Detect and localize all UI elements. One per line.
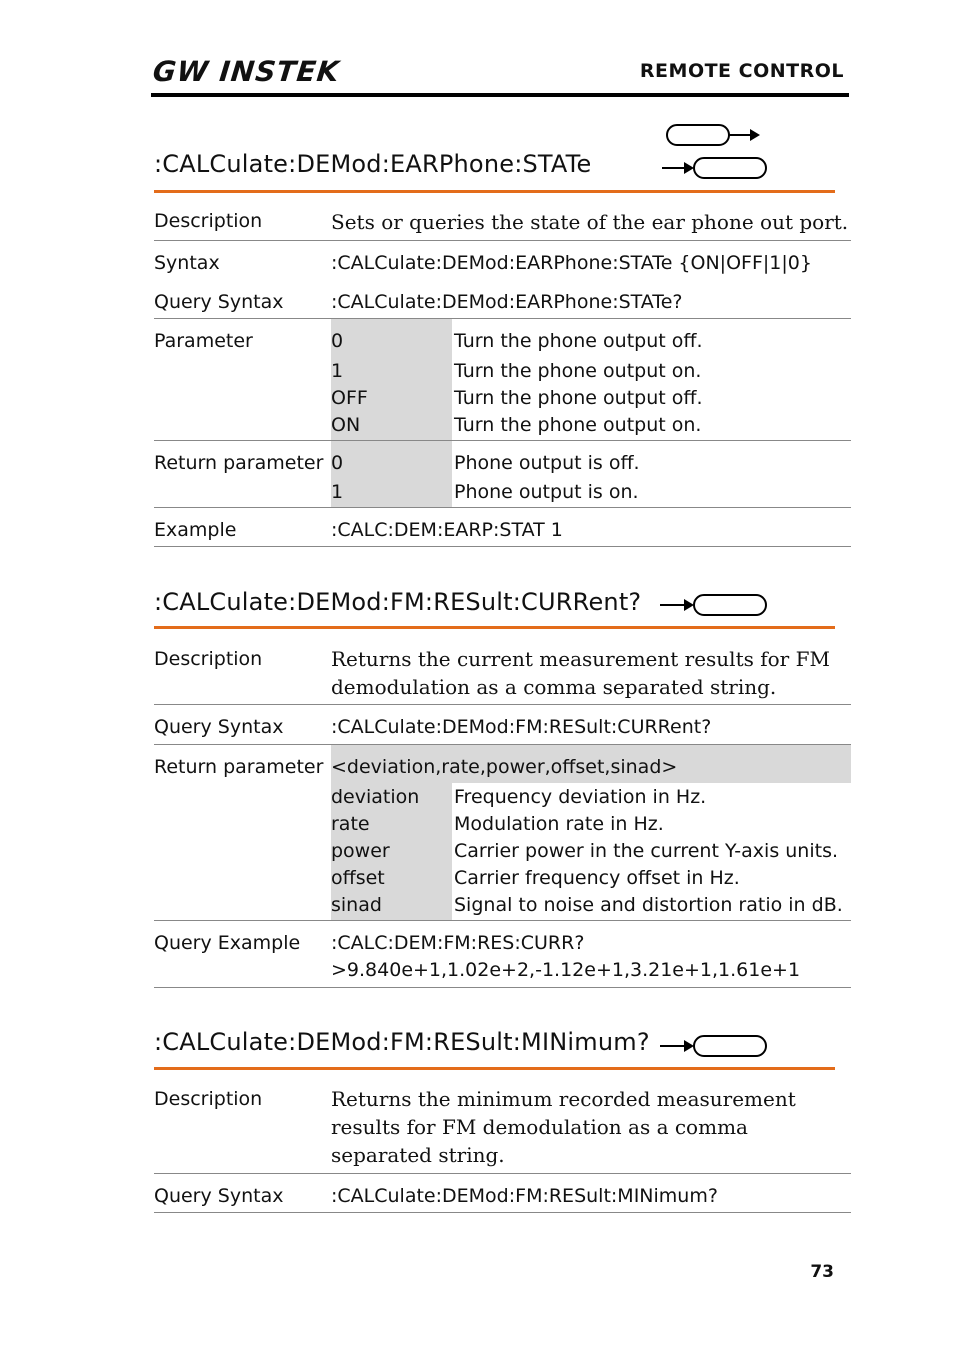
example-text: :CALC:DEM:EARP:STAT 1 xyxy=(331,519,563,541)
example-line: >9.840e+1,1.02e+2,-1.12e+1,3.21e+1,1.61e+1 xyxy=(331,959,801,981)
syntax-label: Syntax xyxy=(154,252,220,274)
description-line: separated string. xyxy=(331,1143,505,1167)
param-name: 0 xyxy=(331,330,344,352)
row-divider xyxy=(154,546,851,547)
return-name: 1 xyxy=(331,481,344,503)
return-name: sinad xyxy=(331,894,382,916)
example-label: Example xyxy=(154,519,237,541)
query-command-icon xyxy=(660,1033,768,1059)
query-syntax-label: Query Syntax xyxy=(154,716,284,738)
return-desc: Carrier power in the current Y-axis units. xyxy=(454,840,839,862)
param-name: OFF xyxy=(331,387,368,409)
return-desc: Carrier frequency offset in Hz. xyxy=(454,867,740,889)
return-desc: Phone output is on. xyxy=(454,481,639,503)
chapter-heading: REMOTE CONTROL xyxy=(639,60,844,82)
row-divider xyxy=(154,318,851,319)
description-label: Description xyxy=(154,1088,263,1110)
return-label: Return parameter xyxy=(154,452,324,474)
header-rule xyxy=(151,93,849,97)
return-name: deviation xyxy=(331,786,420,808)
row-divider xyxy=(154,1212,851,1213)
query-syntax-text: :CALCulate:DEMod:EARPhone:STATe? xyxy=(331,291,683,313)
row-divider xyxy=(154,240,851,241)
description-line: Returns the current measurement results for FM xyxy=(331,647,830,671)
row-divider xyxy=(154,920,851,921)
description-line: demodulation as a comma separated string. xyxy=(331,675,777,699)
return-format: <deviation,rate,power,offset,sinad> xyxy=(331,756,678,778)
brand-logo: GW INSTEK xyxy=(151,55,342,88)
description-row xyxy=(154,210,851,240)
param-desc: Turn the phone output off. xyxy=(454,387,703,409)
set-command-icon xyxy=(662,122,767,182)
return-shade xyxy=(331,441,452,507)
query-syntax-label: Query Syntax xyxy=(154,291,284,313)
return-name: rate xyxy=(331,813,370,835)
return-desc: Modulation rate in Hz. xyxy=(454,813,664,835)
row-divider xyxy=(154,1173,851,1174)
query-syntax-text: :CALCulate:DEMod:FM:RESult:MINimum? xyxy=(331,1185,718,1207)
section-title: :CALCulate:DEMod:FM:RESult:MINimum? xyxy=(154,1028,650,1056)
row-divider xyxy=(154,987,851,988)
parameter-label: Parameter xyxy=(154,330,253,352)
example-line: :CALC:DEM:FM:RES:CURR? xyxy=(331,932,585,954)
return-desc: Phone output is off. xyxy=(454,452,640,474)
return-name: 0 xyxy=(331,452,344,474)
syntax-text: :CALCulate:DEMod:EARPhone:STATe {ON|OFF|1|0} xyxy=(331,252,812,274)
query-syntax-text: :CALCulate:DEMod:FM:RESult:CURRent? xyxy=(331,716,712,738)
description-line: results for FM demodulation as a comma xyxy=(331,1115,748,1139)
row-divider xyxy=(154,507,851,508)
return-label: Return parameter xyxy=(154,756,324,778)
return-name: power xyxy=(331,840,390,862)
page-number: 73 xyxy=(810,1262,834,1282)
row-divider xyxy=(154,704,851,705)
description-label: Description xyxy=(154,210,263,232)
section-rule xyxy=(154,626,835,629)
param-desc: Turn the phone output on. xyxy=(454,360,702,382)
section-rule xyxy=(154,190,835,193)
param-name: ON xyxy=(331,414,361,436)
section-title: :CALCulate:DEMod:EARPhone:STATe xyxy=(154,150,592,178)
example-label: Query Example xyxy=(154,932,301,954)
param-name: 1 xyxy=(331,360,344,382)
row-divider xyxy=(154,440,851,441)
query-syntax-label: Query Syntax xyxy=(154,1185,284,1207)
description-text: Sets or queries the state of the ear phone out port. xyxy=(331,210,849,234)
description-line: Returns the minimum recorded measurement xyxy=(331,1087,796,1111)
return-name: offset xyxy=(331,867,385,889)
query-command-icon xyxy=(660,592,768,618)
param-desc: Turn the phone output off. xyxy=(454,330,703,352)
return-desc: Signal to noise and distortion ratio in dB. xyxy=(454,894,843,916)
description-label: Description xyxy=(154,648,263,670)
section-rule xyxy=(154,1067,835,1070)
param-desc: Turn the phone output on. xyxy=(454,414,702,436)
section-title: :CALCulate:DEMod:FM:RESult:CURRent? xyxy=(154,588,642,616)
return-desc: Frequency deviation in Hz. xyxy=(454,786,707,808)
